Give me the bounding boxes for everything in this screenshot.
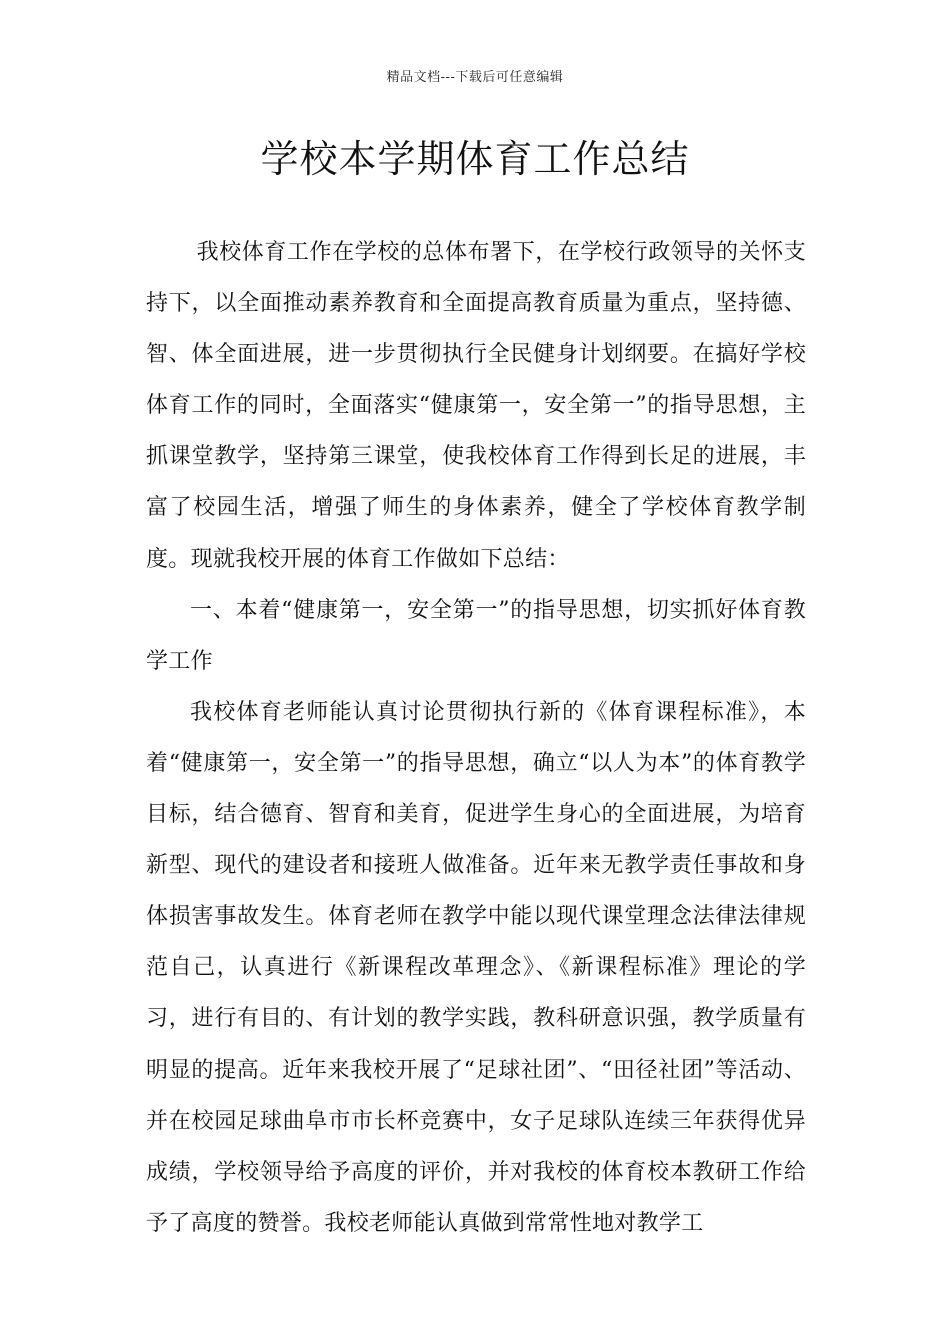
paragraph-intro: 我校体育工作在学校的总体布署下，在学校行政领导的关怀支持下，以全面推动素养教育和全面提高教育质量为重点，坚持德、智、体全面进展，进一步贯彻执行全民健身计划纲要。在搞好学校体育工作的同时，全面落实“健康第一，安全第一”的指导思想，主抓课堂教学，坚持第三课堂，使我校体育工作得到长足的进展，丰富了校园生活，增强了师生的身体素养，健全了学校体育教学制度。现就我校开展的体育工作做如下总结： <box>146 240 806 572</box>
paragraph-section-1: 我校体育老师能认真讨论贯彻执行新的《体育课程标准》，本着“健康第一，安全第一”的指导思想，确立“以人为本”的体育教学目标，结合德育、智育和美育，促进学生身心的全面进展，为培育新型、现代的建设者和接班人做准备。近年来无教学责任事故和身体损害事故发生。体育老师在教学中能以现代课堂理念法律法律规范自己，认真进行《新课程改革理念》、《新课程标准》理论的学习，进行有目的、有计划的教学实践，教科研意识强，教学质量有明显的提高。近年来我校开展了“足球社团”、“田径社团”等活动、并在校园足球曲阜市市长杯竞赛中，女子足球队连续三年获得优异成绩，学校领导给予高度的评价，并对我校的体育校本教研工作给予了高度的赞誉。我校老师能认真做到常常性地对教学工 <box>146 699 806 1236</box>
section-heading-1: 一、本着“健康第一，安全第一”的指导思想，切实抓好体育教学工作 <box>146 597 806 674</box>
header-note: 精品文档---下载后可任意编辑 <box>386 70 564 85</box>
document-title: 学校本学期体育工作总结 <box>260 137 690 181</box>
document-body <box>146 227 806 1249</box>
